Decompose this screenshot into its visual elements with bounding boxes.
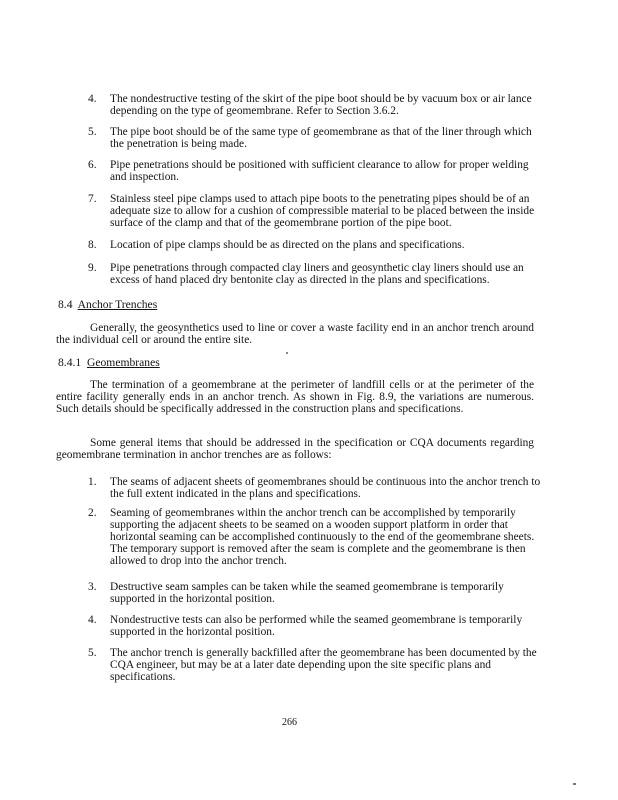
- list-item: [88, 614, 542, 638]
- list-item-number: 5.: [88, 647, 97, 659]
- paragraph-text: The termination of a geomembrane at the perimeter of landfill cells or at the perimeter of the entire facility generally ends in an anchor trench. As shown in Fig. 8.9, the variations are numerous. Such details should be specifically addressed in the construction plans and specifications.: [56, 379, 534, 415]
- section-title: Anchor Trenches: [77, 298, 158, 311]
- list-item: [88, 262, 542, 286]
- subsection-heading: [58, 356, 160, 369]
- list-item-number: 8.: [88, 239, 97, 251]
- section-number: 8.4: [58, 298, 73, 311]
- list-item: [88, 581, 542, 605]
- list-item-number: 1.: [88, 476, 97, 488]
- list-item: [88, 476, 542, 500]
- list-item-number: 6.: [88, 159, 97, 171]
- list-item: [88, 239, 542, 251]
- subsection-number: 8.4.1: [58, 356, 82, 369]
- section-heading: [58, 298, 157, 311]
- paragraph: [56, 379, 534, 415]
- subsection-title: Geomembranes: [86, 356, 160, 369]
- list-item-number: 9.: [88, 262, 97, 274]
- list-item: [88, 93, 542, 117]
- paragraph: [56, 322, 534, 346]
- list-item-text: Pipe penetrations through compacted clay liners and geosynthetic clay liners should use an excess of hand placed dry bentonite clay as directed in the plans and specifications.: [110, 262, 524, 286]
- paragraph-text: Generally, the geosynthetics used to line or cover a waste facility end in an anchor trench around the individual cell or around the entire site.: [56, 322, 534, 346]
- list-item-text: Seaming of geomembranes within the anchor trench can be accomplished by temporarily supporting the adjacent sheets to be seamed on a wooden support platform in order that horizontal seaming can be accomplished continuously to the end of the geomembrane sheets. The temporary support is removed after the seam is complete and the geomembrane is then allowed to drop into the anchor trench.: [110, 507, 535, 567]
- list-item: [88, 126, 542, 150]
- list-item-text: The seams of adjacent sheets of geomembranes should be continuous into the anchor trench to the full extent indicated in the plans and specifications.: [110, 476, 541, 500]
- list-item-number: 4.: [88, 614, 97, 626]
- scan-mark: [573, 783, 576, 785]
- paragraph-text: Some general items that should be addressed in the specification or CQA documents regarding geomembrane termination in anchor trenches are as follows:: [56, 437, 534, 461]
- list-item-text: Pipe penetrations should be positioned with sufficient clearance to allow for proper welding and inspection.: [110, 159, 529, 183]
- list-item-text: The pipe boot should be of the same type of geomembrane as that of the liner through which the penetration is being made.: [110, 126, 532, 150]
- list-item: [88, 193, 542, 229]
- list-item-text: Destructive seam samples can be taken while the seamed geomembrane is temporarily supported in the horizontal position.: [110, 581, 504, 605]
- list-item-number: 7.: [88, 193, 97, 205]
- list-item-number: 5.: [88, 126, 97, 138]
- list-item: [88, 159, 542, 183]
- list-item-text: Location of pipe clamps should be as directed on the plans and specifications.: [110, 239, 465, 251]
- page-number: 266: [282, 717, 297, 728]
- list-item: [88, 507, 542, 567]
- list-item-text: The nondestructive testing of the skirt of the pipe boot should be by vacuum box or air lance depending on the type of geomembrane. Refer to Section 3.6.2.: [110, 93, 532, 117]
- list-item-text: The anchor trench is generally backfilled after the geomembrane has been documented by the CQA engineer, but may be at a later date depending upon the site specific plans and specifications.: [110, 647, 537, 683]
- speck: [286, 352, 288, 354]
- list-item: [88, 647, 542, 683]
- list-item-text: Nondestructive tests can also be performed while the seamed geomembrane is temporarily supported in the horizontal position.: [110, 614, 523, 638]
- paragraph: [56, 437, 534, 461]
- list-item-text: Stainless steel pipe clamps used to attach pipe boots to the penetrating pipes should be of an adequate size to allow for a cushion of compressible material to be placed between the inside surface of the clamp and that of the geomembrane portion of the pipe boot.: [110, 193, 535, 229]
- list-item-number: 4.: [88, 93, 97, 105]
- list-item-number: 3.: [88, 581, 97, 593]
- list-item-number: 2.: [88, 507, 97, 519]
